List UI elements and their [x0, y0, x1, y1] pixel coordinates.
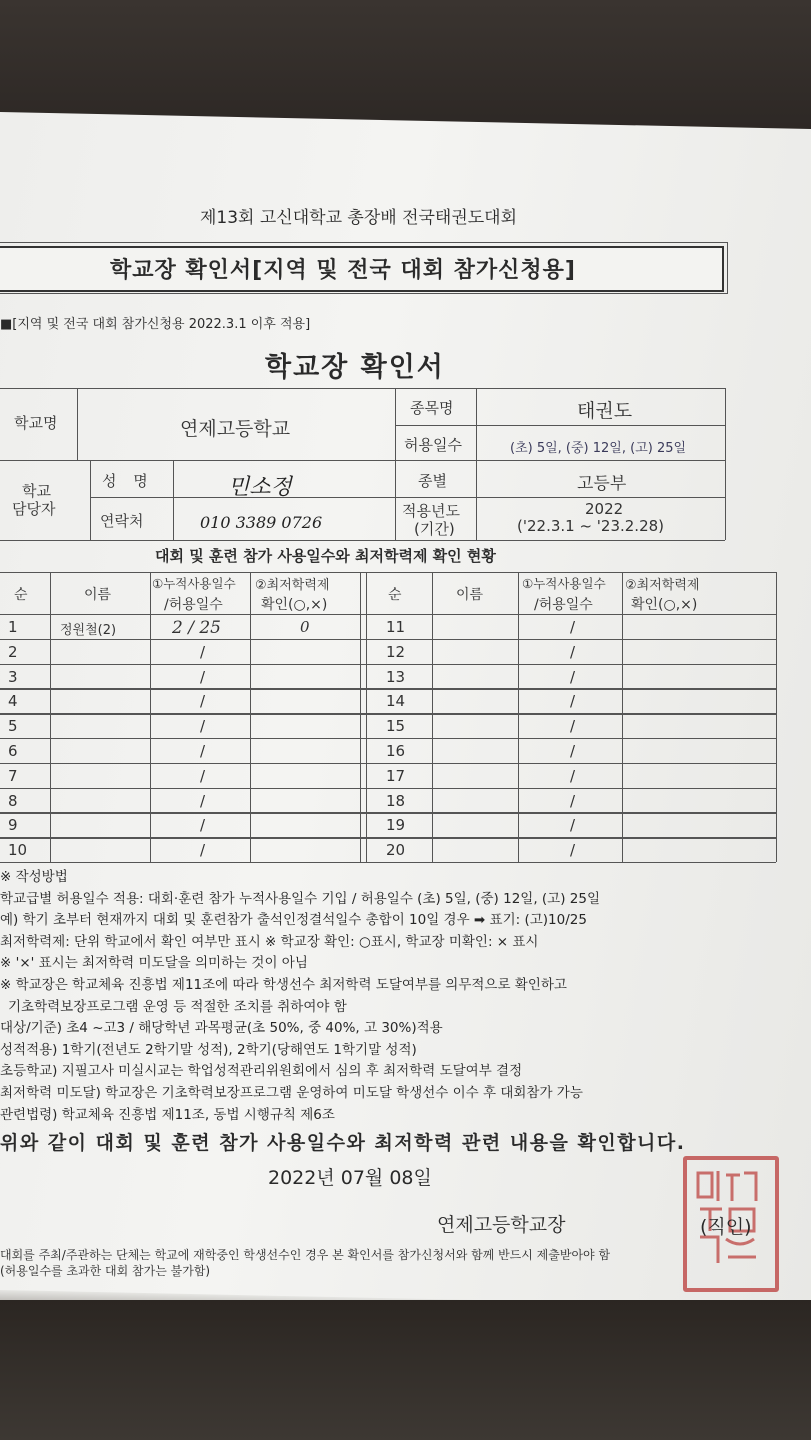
table-row-no: 4	[8, 692, 18, 711]
division-label: 종별	[418, 472, 447, 490]
table-row-days: /	[200, 692, 206, 711]
table-row-check: 0	[300, 618, 310, 636]
year-value: 2022	[585, 500, 624, 518]
table-row-days: /	[200, 667, 206, 686]
table-line-row	[0, 812, 776, 813]
header-min-2: 확인(○,×)	[631, 597, 698, 613]
table-line-row	[0, 738, 776, 739]
table-row-no: 13	[386, 667, 406, 686]
table-row-no: 9	[8, 816, 18, 835]
table-line-row	[0, 639, 776, 640]
info-line-top	[0, 388, 725, 389]
info-line-school	[0, 460, 725, 461]
header-min-1: ②최저학력제	[255, 578, 330, 593]
table-line-row	[0, 713, 776, 714]
table-row-no: 19	[386, 816, 406, 835]
header-min-1: ②최저학력제	[625, 578, 700, 593]
table-row-days: /	[200, 841, 206, 860]
table-row-no: 15	[386, 717, 406, 736]
table-line-row	[0, 788, 776, 789]
header-no: 순	[14, 587, 28, 603]
table-row-days: /	[570, 791, 576, 810]
info-vline-2	[90, 460, 91, 540]
school-value: 연제고등학교	[180, 418, 291, 440]
name-value-handwritten: 민소정	[228, 475, 292, 500]
table-row-no: 3	[8, 667, 18, 686]
sport-label: 종목명	[410, 399, 454, 417]
event-name: 제13회 고신대학교 총장배 전국태권도대회	[200, 208, 518, 228]
table-line-row	[0, 862, 776, 863]
info-vline-3	[173, 460, 174, 540]
table-row-days: /	[570, 692, 576, 711]
table-line-row	[0, 688, 776, 689]
info-vline-4	[395, 388, 396, 540]
table-row-no: 16	[386, 742, 406, 760]
sub-note: ■[지역 및 전국 대회 참가신청용 2022.3.1 이후 적용]	[0, 317, 311, 332]
table-row-days: /	[570, 816, 576, 835]
note-line: 예) 학기 초부터 현재까지 대회 및 훈련참가 출석인정결석일수 총합이 10일 경우 ➡ 표기: (고)10/25	[0, 912, 587, 929]
table-title: 대회 및 훈련 참가 사용일수와 최저학력제 확인 현황	[155, 547, 496, 565]
info-line-name	[90, 497, 725, 498]
table-row-days: /	[570, 667, 576, 686]
info-vline-5	[476, 388, 477, 540]
manager-label-2: 담당자	[12, 500, 56, 518]
table-row-no: 20	[386, 841, 406, 860]
year-label-1: 적용년도	[402, 502, 460, 520]
table-vline	[250, 572, 251, 862]
header-name: 이름	[456, 587, 484, 603]
table-row-days: /	[570, 742, 576, 760]
table-vline	[622, 572, 623, 862]
table-vline	[432, 572, 433, 862]
table-vline	[360, 572, 361, 862]
note-line: ※ 학교장은 학교체육 진흥법 제11조에 따라 학생선수 최저학력 도달여부를 의무적으로 확인하고	[0, 977, 567, 993]
issue-date: 2022년 07월 08일	[268, 1167, 432, 1189]
header-no: 순	[388, 587, 402, 603]
note-line: 초등학교) 지필고사 미실시교는 학업성적관리위원회에서 심의 후 최저학력 도달여부 결정	[0, 1063, 523, 1080]
header-used-2: /허용일수	[534, 597, 593, 613]
table-row-days: /	[200, 642, 206, 661]
table-row-days: 2 / 25	[172, 618, 221, 638]
seal-label: (직인)	[700, 1216, 752, 1238]
table-row-days: /	[570, 717, 576, 736]
period-value: ('22.3.1 ~ '23.2.28)	[517, 517, 665, 535]
footer-note-1: 대회를 주최/주관하는 단체는 학교에 재학중인 학생선수인 경우 본 확인서를 참가신청서와 함께 반드시 제출받아야 함	[0, 1248, 611, 1262]
document-title: 학교장 확인서	[265, 352, 445, 383]
table-vline	[518, 572, 519, 862]
table-row-days: /	[200, 791, 206, 810]
sport-value: 태권도	[577, 400, 633, 422]
table-row-no: 18	[386, 791, 406, 810]
contact-label: 연락처	[100, 512, 144, 530]
header-name: 이름	[84, 587, 112, 603]
header-used-2: /허용일수	[164, 597, 223, 613]
school-label: 학교명	[14, 414, 58, 432]
info-vline-1	[77, 388, 78, 460]
table-row-days: /	[200, 816, 206, 835]
note-line: 학교급별 허용일수 적용: 대회·훈련 참가 누적사용일수 기입 / 허용일수 (초) 5일, (중) 12일, (고) 25일	[0, 890, 600, 907]
table-line-row	[0, 837, 776, 838]
allowed-label: 허용일수	[404, 436, 462, 454]
manager-label-1: 학교	[22, 482, 51, 500]
info-line-sport	[395, 425, 725, 426]
background-bottom	[0, 1300, 811, 1440]
table-vline	[366, 572, 367, 862]
name-label: 성 명	[102, 472, 154, 490]
table-row-no: 12	[386, 642, 406, 661]
table-row-days: /	[570, 766, 576, 785]
table-row-days: /	[570, 618, 576, 636]
info-line-bottom	[0, 540, 725, 541]
table-line-row	[0, 763, 776, 764]
table-line-header	[0, 614, 776, 615]
banner-title: 학교장 확인서[지역 및 전국 대회 참가신청용]	[110, 258, 576, 283]
table-row-days: /	[200, 742, 206, 760]
note-line: 대상/기준) 초4 ~고3 / 해당학년 과목평균(초 50%, 중 40%, 고 30%)적용	[0, 1020, 443, 1037]
table-vline	[50, 572, 51, 862]
note-line: 최저학력 미도달) 학교장은 기초학력보장프로그램 운영하여 미도달 학생선수 이수 후 대회참가 가능	[0, 1085, 583, 1101]
division-value: 고등부	[577, 474, 627, 494]
table-row-no: 17	[386, 766, 406, 785]
year-label-2: (기간)	[414, 520, 455, 538]
note-line: 관련법령) 학교체육 진흥법 제11조, 동법 시행규칙 제6조	[0, 1106, 335, 1123]
table-row-no: 7	[8, 766, 18, 785]
note-line: ※ '×' 표시는 최저학력 미도달을 의미하는 것이 아님	[0, 955, 308, 972]
table-row-days: /	[200, 766, 206, 785]
table-row-days: /	[570, 642, 576, 661]
table-row-no: 14	[386, 692, 406, 711]
confirmation-statement: 위와 같이 대회 및 훈련 참가 사용일수와 최저학력 관련 내용을 확인합니다.	[0, 1132, 686, 1154]
header-min-2: 확인(○,×)	[261, 597, 328, 613]
footer-note-2: (허용일수를 초과한 대회 참가는 불가함)	[0, 1264, 211, 1278]
table-row-no: 8	[8, 791, 18, 810]
note-line: ※ 작성방법	[0, 869, 68, 885]
table-row-no: 5	[8, 717, 18, 736]
note-line: 성적적용) 1학기(전년도 2학기말 성적), 2학기(당해연도 1학기말 성적)	[0, 1041, 417, 1058]
header-used-1: ①누적사용일수	[152, 576, 236, 591]
table-vline	[776, 572, 777, 862]
table-row-name: 정원철(2)	[60, 623, 117, 638]
info-vline-6	[725, 388, 726, 540]
contact-value-handwritten: 010 3389 0726	[200, 513, 323, 532]
principal-title: 연제고등학교장	[437, 1214, 566, 1236]
table-vline	[150, 572, 151, 862]
header-used-1: ①누적사용일수	[522, 576, 606, 591]
table-row-no: 11	[386, 618, 406, 636]
table-row-no: 6	[8, 742, 18, 760]
table-row-days: /	[570, 841, 576, 860]
allowed-value: (초) 5일, (중) 12일, (고) 25일	[510, 441, 687, 456]
table-row-no: 1	[8, 618, 18, 636]
table-row-no: 10	[8, 841, 28, 860]
note-line: 최저학력제: 단위 학교에서 확인 여부만 표시 ※ 학교장 확인: ○표시, 학교장 미확인: × 표시	[0, 933, 539, 950]
table-row-no: 2	[8, 642, 18, 661]
table-line-row	[0, 664, 776, 665]
table-row-days: /	[200, 717, 206, 736]
note-line: 기초학력보장프로그램 운영 등 적절한 조치를 취하여야 함	[8, 998, 347, 1015]
